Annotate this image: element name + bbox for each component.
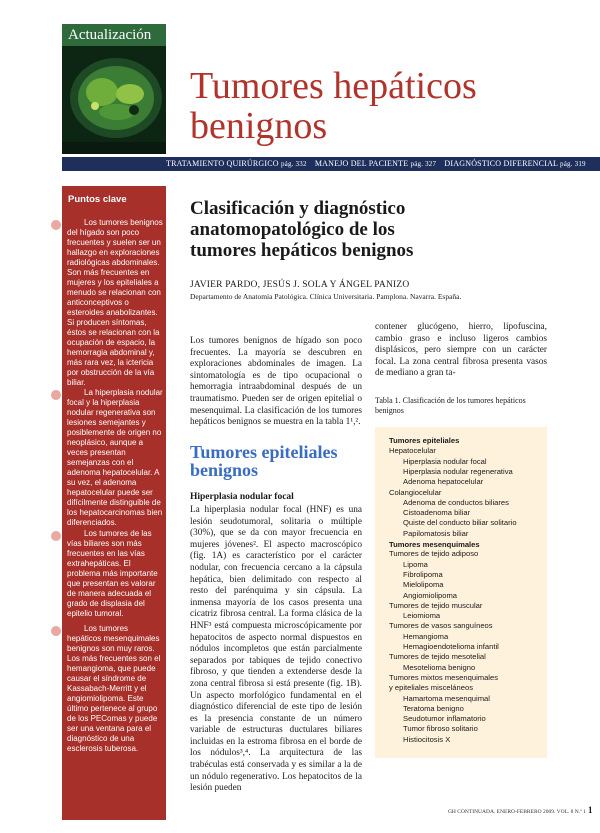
table-row: Tumores epiteliales xyxy=(389,436,460,445)
table-row: y epiteliales misceláneos xyxy=(389,683,473,693)
table-row: Adenoma hepatocelular xyxy=(403,477,484,487)
key-point xyxy=(67,529,163,619)
table-row: Hemagioendotelioma infantil xyxy=(403,642,499,651)
subheading: Hiperplasia nodular focal xyxy=(190,492,294,502)
table-row: Hamartoma mesenquimal xyxy=(403,693,490,703)
footer-citation: GH CONTINUADA. ENERO-FEBRERO 2009. VOL. 8 N.º 1 xyxy=(447,809,586,815)
header-image xyxy=(62,46,166,154)
key-point-text: Los tumores de las vías biliares son más frecuentes en las vías extrahepáticas. El problema más importante que presentan es valorar de manera adecuada el grado de displasia del epitelio tumoral. xyxy=(67,529,158,618)
key-points-sidebar xyxy=(62,186,166,820)
table-row: Quiste del conducto biliar solitario xyxy=(403,518,517,528)
table-row: Papilomatosis biliar xyxy=(403,528,469,538)
authors: JAVIER PARDO, JESÚS J. SOLA Y ÁNGEL PANIZO xyxy=(190,280,410,290)
body-paragraph-continued: contener glucógeno, hierro, lipofuscina, cambio graso e incluso ligeros cambios displásicos, pero siempre con un carácter focal. La zona central fibrosa presenta vasos de mediano a gran ta- xyxy=(375,322,547,379)
nav-item-label[interactable]: MANEJO DEL PACIENTE xyxy=(314,159,409,168)
key-points-heading: Puntos clave xyxy=(68,194,127,205)
key-point xyxy=(67,624,163,754)
article-title: Clasificación y diagnóstico anatomopatológico de los tumores hepáticos benignos xyxy=(190,198,414,261)
key-point xyxy=(67,388,163,528)
main-title-line-1: Tumores hepáticos xyxy=(190,65,477,107)
page-number: 1 xyxy=(588,805,593,815)
table-row: Colangiocelular xyxy=(389,487,442,497)
intro-paragraph: Los tumores benignos de hígado son poco frecuentes. La mayoría se descubren en exploraciones abdominales de imagen. La sintomatología es de tipo ocupacional o hemorragia intraabdominal después de un traumatismo. Pueden ser de origen epitelial o mesenquimal. La clasificación de los tumores hepáticos benignos se muestra en la tabla 1¹,². xyxy=(190,336,362,428)
nav-item-page: pág. 332 xyxy=(280,160,307,168)
affiliation: Departamento de Anatomía Patológica. Clínica Universitaria. Pamplona. Navarra. España. xyxy=(190,292,462,301)
main-title-line-2: benignos xyxy=(190,105,328,147)
cross-reference-bar xyxy=(62,157,600,171)
table-row: Hiperplasia nodular regenerativa xyxy=(403,466,513,476)
table-row: Tumores de tejido adiposo xyxy=(389,549,479,559)
table-row: Seudotumor inflamatorio xyxy=(403,714,486,724)
bullet-icon xyxy=(50,389,62,401)
key-point-text: Los tumores hepáticos mesenquimales benignos son muy raros. Los más frecuentes son el hemangioma, que puede causar el síndrome de Kassabach-Merritt y el angiomiolipoma. Este último pertenece al grupo de los PEComas y puede ser una ventana para el diagnóstico de una esclerosis tuberosa. xyxy=(67,624,161,753)
table-row: Tumores de vasos sanguíneos xyxy=(389,621,493,631)
table-row: Histiocitosis X xyxy=(403,734,451,744)
bullet-icon xyxy=(50,530,62,542)
table-row: Hemangioma xyxy=(403,631,449,641)
table-row: Tumores de tejido muscular xyxy=(389,600,483,610)
table-row: Tumores de tejido mesotelial xyxy=(389,652,486,662)
nav-item-page: pág. 327 xyxy=(410,160,437,168)
table-row: Leiomioma xyxy=(403,611,441,621)
nav-item-page: pág. 319 xyxy=(560,160,586,168)
table-row: Tumor fibroso solitario xyxy=(403,724,478,734)
nav-item-label[interactable]: DIAGNÓSTICO DIFERENCIAL xyxy=(444,159,558,168)
key-point xyxy=(67,218,163,388)
key-point-text: Los tumores benignos del hígado son poco frecuentes y suelen ser un hallazgo en exploraciones radiológicas abdominales. Son más frecuentes en mujeres y los epiteliales a menudo se relacionan con anticonceptivos o esteroides anabolizantes. Si producen síntomas, éstos se relacionan con la ocupación de espacio, la hemorragia abdominal y, más rara vez, la ictericia por obstrucción de la vía biliar. xyxy=(67,218,163,387)
section-heading: Tumores epiteliales benignos xyxy=(190,442,338,480)
bullet-icon xyxy=(50,625,62,637)
body-paragraph: La hiperplasia nodular focal (HNF) es una lesión seudotumoral, solitaria o múltiple (30%), que se da con mayor frecuencia en mujeres jóvenes². El aspecto macroscópico (fig. 1A) es característico por el carácter nodular, con frecuencia cercano a la cápsula hepática, bien delimitado con respecto al resto del parénquima y sin cápsula. La inmensa mayoría de los casos presenta una cicatriz fibrosa central. La forma clásica de la HNF³ está compuesta microscópicamente por hepatocitos de aspecto normal dispuestos en nódulos incompletos que están parcialmente separados por tabiques de tejido conectivo fibroso, y que tienden a extenderse desde la zona central fibrosa si está presente (fig. 1B). Un aspecto morfológico fundamental en el diagnóstico diferencial de este tipo de lesión es la presencia constante de un número variable de estructuras ductulares biliares incluidas en la estroma fibrosa en el borde de los nódulos³,⁴. La arquitectura de las trabéculas está conservada y es similar a la de un nódulo regenerativo. Los hepatocitos de la lesión pueden xyxy=(190,505,362,794)
table-row: Teratoma benigno xyxy=(403,703,464,713)
classification-table xyxy=(375,427,547,758)
section-tag: Actualización xyxy=(62,24,166,46)
table-row: Hiperplasia nodular focal xyxy=(403,456,487,466)
bullet-icon xyxy=(50,219,62,231)
main-title xyxy=(190,66,590,146)
table-row: Tumores mesenquimales xyxy=(389,540,480,549)
table-row: Hepatocelular xyxy=(389,446,436,456)
table-row: Adenoma de conductos biliares xyxy=(403,497,509,507)
nav-item-label[interactable]: TRATAMIENTO QUIRÚRGICO xyxy=(166,159,279,168)
table-row: Fibrolipoma xyxy=(403,569,443,579)
key-point-text: La hiperplasia nodular focal y la hiperplasia nodular regenerativa son lesiones semejantes y posiblemente de origen no neoplásico, aunque a veces presentan semejanzas con el adenoma hepatocelular. A su vez, el adenoma hepatocelular puede ser difícilmente distinguible de los hepatocarcinomas bien diferenciados. xyxy=(67,388,163,527)
table-row: Mesotelioma benigno xyxy=(403,662,476,672)
table-row: Lipoma xyxy=(403,559,428,569)
table-row: Cistoadenoma biliar xyxy=(403,508,471,518)
table-row: Tumores mixtos mesenquimales xyxy=(389,672,499,682)
table-row: Mielolipoma xyxy=(403,580,444,590)
table-caption: Tabla 1. Clasificación de los tumores hepáticos benignos xyxy=(375,396,526,415)
table-row: Angiomiolipoma xyxy=(403,590,458,600)
